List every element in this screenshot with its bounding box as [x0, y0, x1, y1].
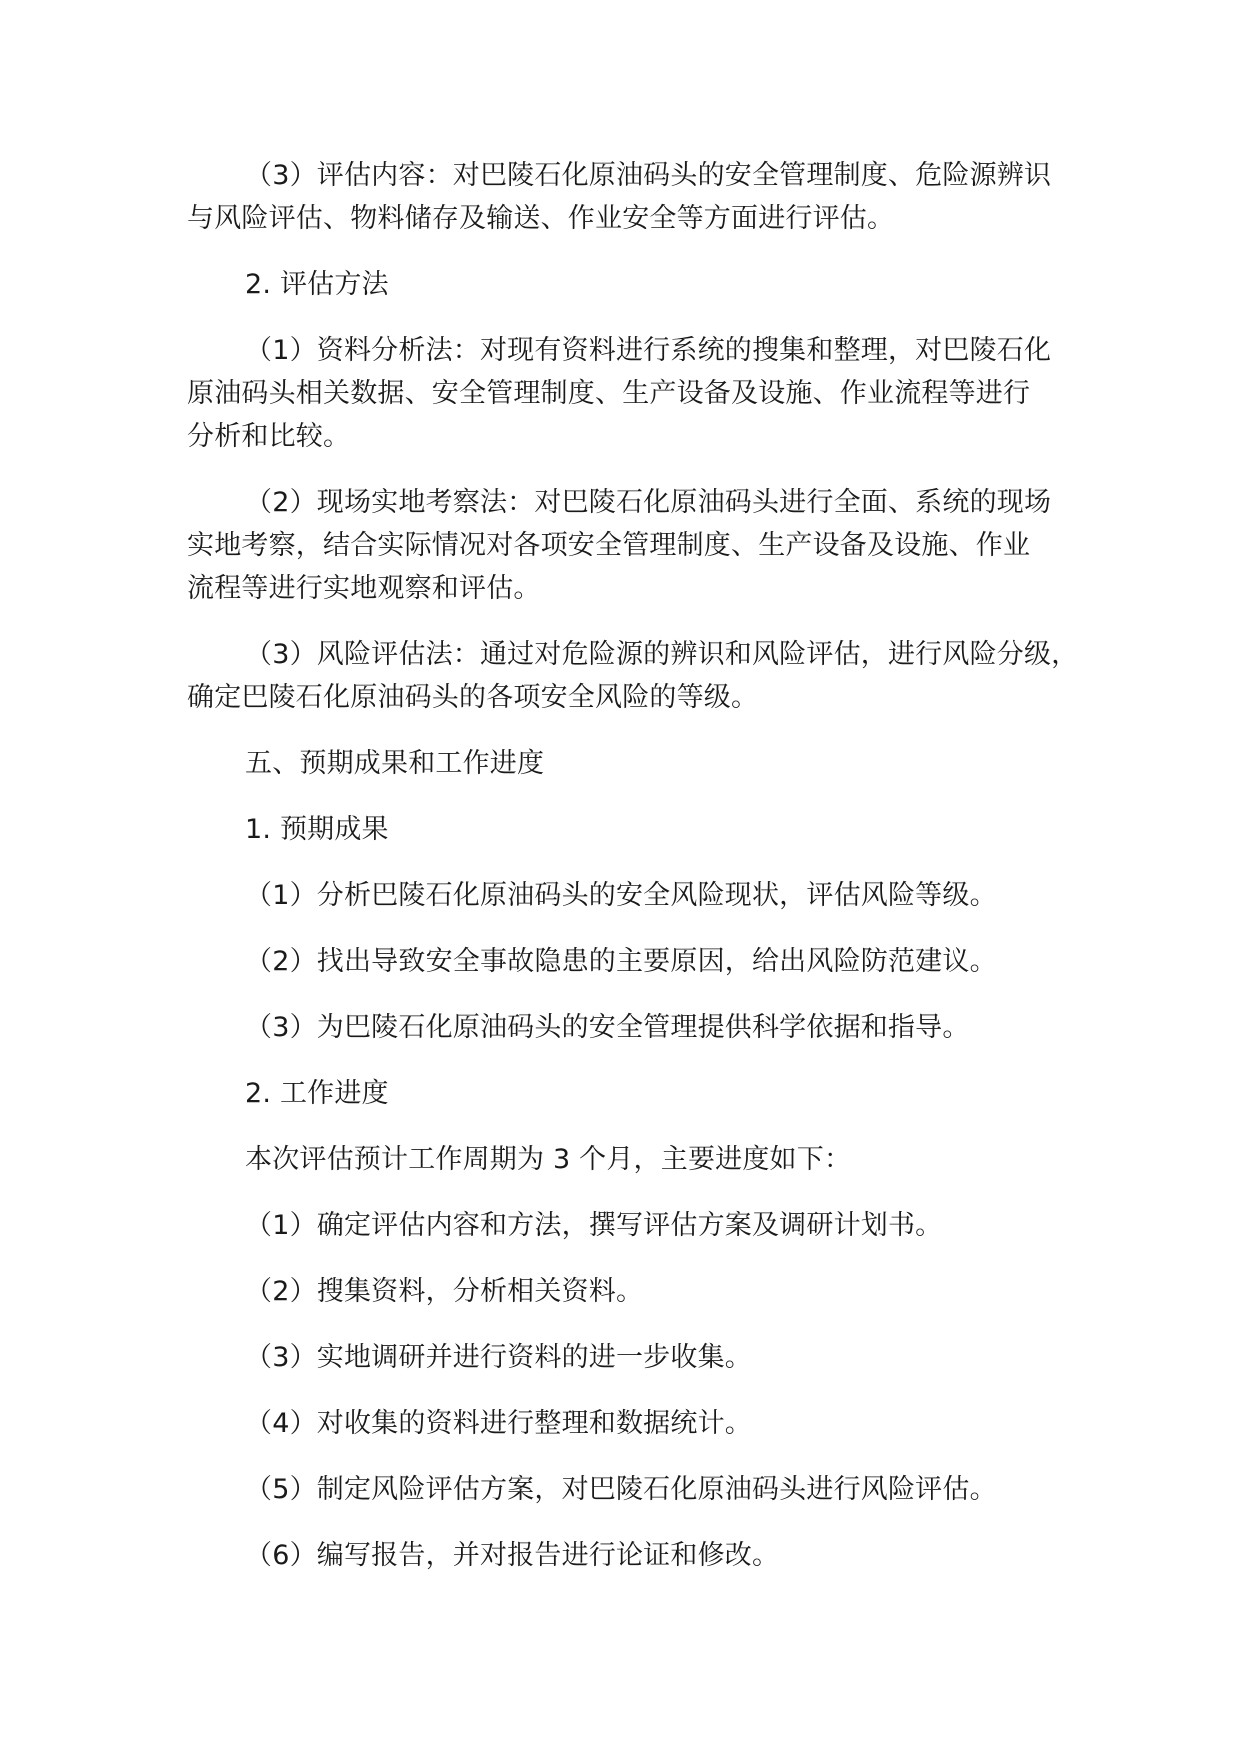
- text-line: 原油码头相关数据、安全管理制度、生产设备及设施、作业流程等进行: [187, 378, 1031, 409]
- chapter-heading: 五、预期成果和工作进度: [245, 748, 545, 779]
- text-line: 流程等进行实地观察和评估。: [187, 573, 541, 604]
- list-item: （6）编写报告，并对报告进行论证和修改。: [245, 1540, 780, 1571]
- text-line: （3）风险评估法：通过对危险源的辨识和风险评估，进行风险分级，: [245, 639, 1079, 670]
- text-line: 实地考察，结合实际情况对各项安全管理制度、生产设备及设施、作业: [187, 530, 1031, 561]
- list-item: （3）为巴陵石化原油码头的安全管理提供科学依据和指导。: [245, 1012, 970, 1043]
- text-line: （1）资料分析法：对现有资料进行系统的搜集和整理，对巴陵石化: [245, 335, 1052, 366]
- list-item: （2）搜集资料，分析相关资料。: [245, 1276, 644, 1307]
- list-item: （4）对收集的资料进行整理和数据统计。: [245, 1408, 752, 1439]
- text-line: （2）现场实地考察法：对巴陵石化原油码头进行全面、系统的现场: [245, 487, 1052, 518]
- list-item: （1）分析巴陵石化原油码头的安全风险现状，评估风险等级。: [245, 880, 997, 911]
- list-item: （1）确定评估内容和方法，撰写评估方案及调研计划书。: [245, 1210, 943, 1241]
- text-line: （3）评估内容：对巴陵石化原油码头的安全管理制度、危险源辨识: [245, 160, 1052, 191]
- section-heading: 1. 预期成果: [245, 814, 389, 845]
- section-heading: 2. 工作进度: [245, 1078, 389, 1109]
- section-heading: 2. 评估方法: [245, 269, 389, 300]
- text-line: 分析和比较。: [187, 421, 351, 452]
- text-line: 本次评估预计工作周期为 3 个月，主要进度如下：: [245, 1144, 852, 1175]
- text-line: 确定巴陵石化原油码头的各项安全风险的等级。: [187, 682, 759, 713]
- text-line: 与风险评估、物料储存及输送、作业安全等方面进行评估。: [187, 203, 895, 234]
- list-item: （2）找出导致安全事故隐患的主要原因，给出风险防范建议。: [245, 946, 997, 977]
- list-item: （3）实地调研并进行资料的进一步收集。: [245, 1342, 752, 1373]
- list-item: （5）制定风险评估方案，对巴陵石化原油码头进行风险评估。: [245, 1474, 997, 1505]
